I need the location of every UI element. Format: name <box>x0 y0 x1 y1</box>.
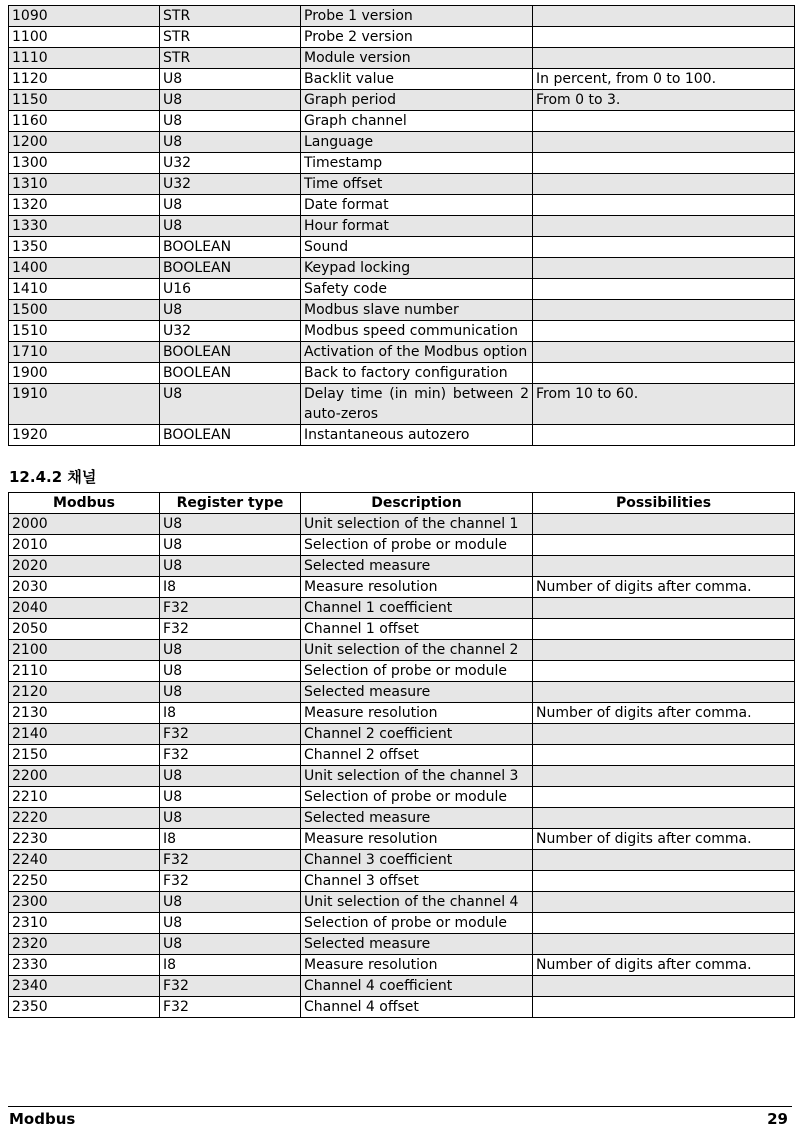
cell-modbus: 2020 <box>9 556 160 577</box>
table-row <box>9 703 795 724</box>
footer-title: Modbus <box>9 1110 76 1128</box>
table-row <box>9 342 795 363</box>
cell-description: Backlit value <box>301 69 533 90</box>
cell-possibilities <box>533 598 795 619</box>
cell-register-type: I8 <box>160 577 301 598</box>
cell-possibilities <box>533 132 795 153</box>
table-row <box>9 321 795 342</box>
cell-register-type: I8 <box>160 955 301 976</box>
cell-modbus: 2100 <box>9 640 160 661</box>
cell-register-type: U8 <box>160 766 301 787</box>
cell-possibilities <box>533 342 795 363</box>
cell-modbus: 2140 <box>9 724 160 745</box>
cell-description: Selected measure <box>301 934 533 955</box>
cell-possibilities <box>533 640 795 661</box>
cell-modbus: 1100 <box>9 27 160 48</box>
cell-modbus: 1410 <box>9 279 160 300</box>
cell-modbus: 2130 <box>9 703 160 724</box>
register-table-channels-body <box>9 514 795 1018</box>
cell-modbus: 2150 <box>9 745 160 766</box>
cell-possibilities <box>533 871 795 892</box>
cell-modbus: 2200 <box>9 766 160 787</box>
cell-description: Selection of probe or module <box>301 787 533 808</box>
cell-possibilities <box>533 934 795 955</box>
cell-register-type: STR <box>160 6 301 27</box>
cell-possibilities: Number of digits after comma. <box>533 829 795 850</box>
cell-description: Channel 3 coefficient <box>301 850 533 871</box>
cell-possibilities <box>533 300 795 321</box>
cell-description: Unit selection of the channel 3 <box>301 766 533 787</box>
cell-register-type: U8 <box>160 300 301 321</box>
cell-register-type: F32 <box>160 745 301 766</box>
cell-modbus: 2320 <box>9 934 160 955</box>
cell-register-type: U8 <box>160 69 301 90</box>
table-row <box>9 766 795 787</box>
cell-register-type: BOOLEAN <box>160 425 301 446</box>
cell-modbus: 1910 <box>9 384 160 425</box>
table-row <box>9 132 795 153</box>
table-row <box>9 195 795 216</box>
cell-description: Instantaneous autozero <box>301 425 533 446</box>
cell-modbus: 1200 <box>9 132 160 153</box>
cell-possibilities <box>533 913 795 934</box>
cell-description: Channel 2 offset <box>301 745 533 766</box>
cell-register-type: BOOLEAN <box>160 363 301 384</box>
cell-possibilities: From 10 to 60. <box>533 384 795 425</box>
cell-possibilities <box>533 619 795 640</box>
cell-possibilities <box>533 661 795 682</box>
table-row <box>9 535 795 556</box>
cell-description: Selection of probe or module <box>301 661 533 682</box>
cell-description: Safety code <box>301 279 533 300</box>
table-row <box>9 808 795 829</box>
cell-possibilities <box>533 153 795 174</box>
cell-modbus: 2000 <box>9 514 160 535</box>
cell-register-type: BOOLEAN <box>160 237 301 258</box>
table-row <box>9 892 795 913</box>
cell-register-type: STR <box>160 27 301 48</box>
cell-possibilities <box>533 111 795 132</box>
cell-description: Measure resolution <box>301 955 533 976</box>
cell-modbus: 2310 <box>9 913 160 934</box>
cell-description: Unit selection of the channel 1 <box>301 514 533 535</box>
cell-description: Delay time (in min) between 2 auto-zeros <box>301 384 533 425</box>
cell-description: Date format <box>301 195 533 216</box>
table-row <box>9 216 795 237</box>
table-row <box>9 934 795 955</box>
cell-modbus: 1510 <box>9 321 160 342</box>
cell-description: Back to factory configuration <box>301 363 533 384</box>
header-possibilities: Possibilities <box>533 493 795 514</box>
cell-possibilities <box>533 535 795 556</box>
cell-modbus: 2350 <box>9 997 160 1018</box>
table-row <box>9 598 795 619</box>
table-row <box>9 363 795 384</box>
cell-modbus: 2010 <box>9 535 160 556</box>
cell-possibilities <box>533 237 795 258</box>
cell-possibilities <box>533 195 795 216</box>
cell-register-type: U8 <box>160 514 301 535</box>
table-row <box>9 829 795 850</box>
table-row <box>9 556 795 577</box>
table-row <box>9 619 795 640</box>
cell-description: Keypad locking <box>301 258 533 279</box>
cell-description: Probe 1 version <box>301 6 533 27</box>
cell-register-type: F32 <box>160 871 301 892</box>
table-row <box>9 682 795 703</box>
register-table-general <box>8 5 795 446</box>
cell-possibilities <box>533 808 795 829</box>
cell-possibilities: Number of digits after comma. <box>533 577 795 598</box>
table-row <box>9 300 795 321</box>
cell-register-type: F32 <box>160 850 301 871</box>
cell-description: Channel 4 offset <box>301 997 533 1018</box>
table-row <box>9 425 795 446</box>
cell-register-type: U8 <box>160 892 301 913</box>
cell-register-type: U8 <box>160 808 301 829</box>
cell-possibilities <box>533 48 795 69</box>
cell-register-type: U8 <box>160 195 301 216</box>
table-row <box>9 237 795 258</box>
cell-modbus: 1300 <box>9 153 160 174</box>
cell-modbus: 2230 <box>9 829 160 850</box>
table-row <box>9 514 795 535</box>
table-header-row <box>9 493 795 514</box>
cell-register-type: U16 <box>160 279 301 300</box>
cell-possibilities <box>533 6 795 27</box>
cell-description: Hour format <box>301 216 533 237</box>
cell-possibilities <box>533 216 795 237</box>
table-row <box>9 258 795 279</box>
table-row <box>9 661 795 682</box>
table-row <box>9 153 795 174</box>
cell-description: Sound <box>301 237 533 258</box>
cell-modbus: 2330 <box>9 955 160 976</box>
cell-possibilities <box>533 787 795 808</box>
cell-modbus: 1090 <box>9 6 160 27</box>
table-row <box>9 90 795 111</box>
cell-modbus: 2050 <box>9 619 160 640</box>
cell-register-type: U8 <box>160 934 301 955</box>
cell-register-type: I8 <box>160 703 301 724</box>
cell-description: Measure resolution <box>301 829 533 850</box>
cell-modbus: 1710 <box>9 342 160 363</box>
cell-modbus: 2240 <box>9 850 160 871</box>
header-description: Description <box>301 493 533 514</box>
cell-description: Language <box>301 132 533 153</box>
cell-register-type: U8 <box>160 913 301 934</box>
table-row <box>9 871 795 892</box>
table-row <box>9 577 795 598</box>
table-row <box>9 6 795 27</box>
cell-register-type: U8 <box>160 90 301 111</box>
cell-possibilities <box>533 556 795 577</box>
table-row <box>9 997 795 1018</box>
cell-register-type: F32 <box>160 976 301 997</box>
cell-possibilities <box>533 174 795 195</box>
cell-possibilities <box>533 976 795 997</box>
header-register-type: Register type <box>160 493 301 514</box>
table-row <box>9 279 795 300</box>
cell-description: Probe 2 version <box>301 27 533 48</box>
cell-register-type: BOOLEAN <box>160 342 301 363</box>
cell-register-type: STR <box>160 48 301 69</box>
table-row <box>9 111 795 132</box>
cell-description: Channel 4 coefficient <box>301 976 533 997</box>
cell-modbus: 1330 <box>9 216 160 237</box>
cell-register-type: U32 <box>160 174 301 195</box>
table-row <box>9 976 795 997</box>
cell-description: Graph period <box>301 90 533 111</box>
cell-register-type: BOOLEAN <box>160 258 301 279</box>
cell-description: Modbus speed communication <box>301 321 533 342</box>
cell-modbus: 1150 <box>9 90 160 111</box>
cell-modbus: 2300 <box>9 892 160 913</box>
cell-register-type: F32 <box>160 997 301 1018</box>
cell-possibilities <box>533 682 795 703</box>
cell-possibilities <box>533 27 795 48</box>
cell-possibilities <box>533 745 795 766</box>
page-number: 29 <box>767 1110 788 1128</box>
cell-description: Module version <box>301 48 533 69</box>
cell-possibilities <box>533 321 795 342</box>
table-row <box>9 850 795 871</box>
cell-register-type: U8 <box>160 132 301 153</box>
cell-modbus: 2250 <box>9 871 160 892</box>
cell-description: Time offset <box>301 174 533 195</box>
cell-possibilities <box>533 514 795 535</box>
table-row <box>9 955 795 976</box>
cell-register-type: U8 <box>160 640 301 661</box>
cell-modbus: 1350 <box>9 237 160 258</box>
cell-description: Channel 2 coefficient <box>301 724 533 745</box>
cell-modbus: 2220 <box>9 808 160 829</box>
cell-modbus: 1160 <box>9 111 160 132</box>
cell-description: Unit selection of the channel 4 <box>301 892 533 913</box>
cell-description: Timestamp <box>301 153 533 174</box>
table-row <box>9 745 795 766</box>
cell-modbus: 2110 <box>9 661 160 682</box>
cell-modbus: 1900 <box>9 363 160 384</box>
cell-description: Selected measure <box>301 682 533 703</box>
cell-modbus: 2030 <box>9 577 160 598</box>
cell-modbus: 2210 <box>9 787 160 808</box>
cell-description: Modbus slave number <box>301 300 533 321</box>
table-row <box>9 913 795 934</box>
cell-description: Unit selection of the channel 2 <box>301 640 533 661</box>
cell-modbus: 2040 <box>9 598 160 619</box>
cell-description: Channel 1 offset <box>301 619 533 640</box>
cell-register-type: F32 <box>160 619 301 640</box>
table-row <box>9 27 795 48</box>
cell-possibilities <box>533 892 795 913</box>
cell-description: Measure resolution <box>301 577 533 598</box>
cell-possibilities: From 0 to 3. <box>533 90 795 111</box>
cell-modbus: 2340 <box>9 976 160 997</box>
register-table-channels <box>8 492 795 1018</box>
table-row <box>9 787 795 808</box>
register-table-general-body <box>9 6 795 446</box>
cell-possibilities <box>533 766 795 787</box>
table-row <box>9 48 795 69</box>
cell-possibilities <box>533 724 795 745</box>
cell-possibilities: In percent, from 0 to 100. <box>533 69 795 90</box>
cell-modbus: 2120 <box>9 682 160 703</box>
cell-possibilities <box>533 363 795 384</box>
cell-possibilities <box>533 425 795 446</box>
table-row <box>9 174 795 195</box>
cell-register-type: U8 <box>160 787 301 808</box>
cell-register-type: U32 <box>160 153 301 174</box>
cell-description: Selected measure <box>301 808 533 829</box>
cell-modbus: 1500 <box>9 300 160 321</box>
cell-description: Measure resolution <box>301 703 533 724</box>
cell-register-type: F32 <box>160 598 301 619</box>
cell-possibilities <box>533 279 795 300</box>
section-heading: 12.4.2 채널 <box>9 468 97 486</box>
cell-modbus: 1120 <box>9 69 160 90</box>
cell-register-type: U8 <box>160 384 301 425</box>
cell-register-type: U8 <box>160 535 301 556</box>
cell-description: Selected measure <box>301 556 533 577</box>
cell-possibilities: Number of digits after comma. <box>533 703 795 724</box>
cell-possibilities <box>533 850 795 871</box>
cell-description: Selection of probe or module <box>301 535 533 556</box>
cell-possibilities <box>533 997 795 1018</box>
cell-possibilities: Number of digits after comma. <box>533 955 795 976</box>
cell-modbus: 1110 <box>9 48 160 69</box>
cell-description: Channel 1 coefficient <box>301 598 533 619</box>
cell-register-type: I8 <box>160 829 301 850</box>
table-row <box>9 384 795 425</box>
cell-modbus: 1920 <box>9 425 160 446</box>
cell-register-type: U8 <box>160 661 301 682</box>
header-modbus: Modbus <box>9 493 160 514</box>
cell-description: Selection of probe or module <box>301 913 533 934</box>
cell-modbus: 1320 <box>9 195 160 216</box>
table-row <box>9 724 795 745</box>
footer-divider <box>8 1106 792 1107</box>
cell-modbus: 1310 <box>9 174 160 195</box>
cell-register-type: U8 <box>160 216 301 237</box>
cell-register-type: U8 <box>160 556 301 577</box>
cell-modbus: 1400 <box>9 258 160 279</box>
table-row <box>9 69 795 90</box>
cell-description: Channel 3 offset <box>301 871 533 892</box>
cell-register-type: U8 <box>160 111 301 132</box>
cell-description: Graph channel <box>301 111 533 132</box>
cell-possibilities <box>533 258 795 279</box>
cell-register-type: U32 <box>160 321 301 342</box>
cell-register-type: F32 <box>160 724 301 745</box>
cell-description: Activation of the Modbus option <box>301 342 533 363</box>
table-row <box>9 640 795 661</box>
cell-register-type: U8 <box>160 682 301 703</box>
